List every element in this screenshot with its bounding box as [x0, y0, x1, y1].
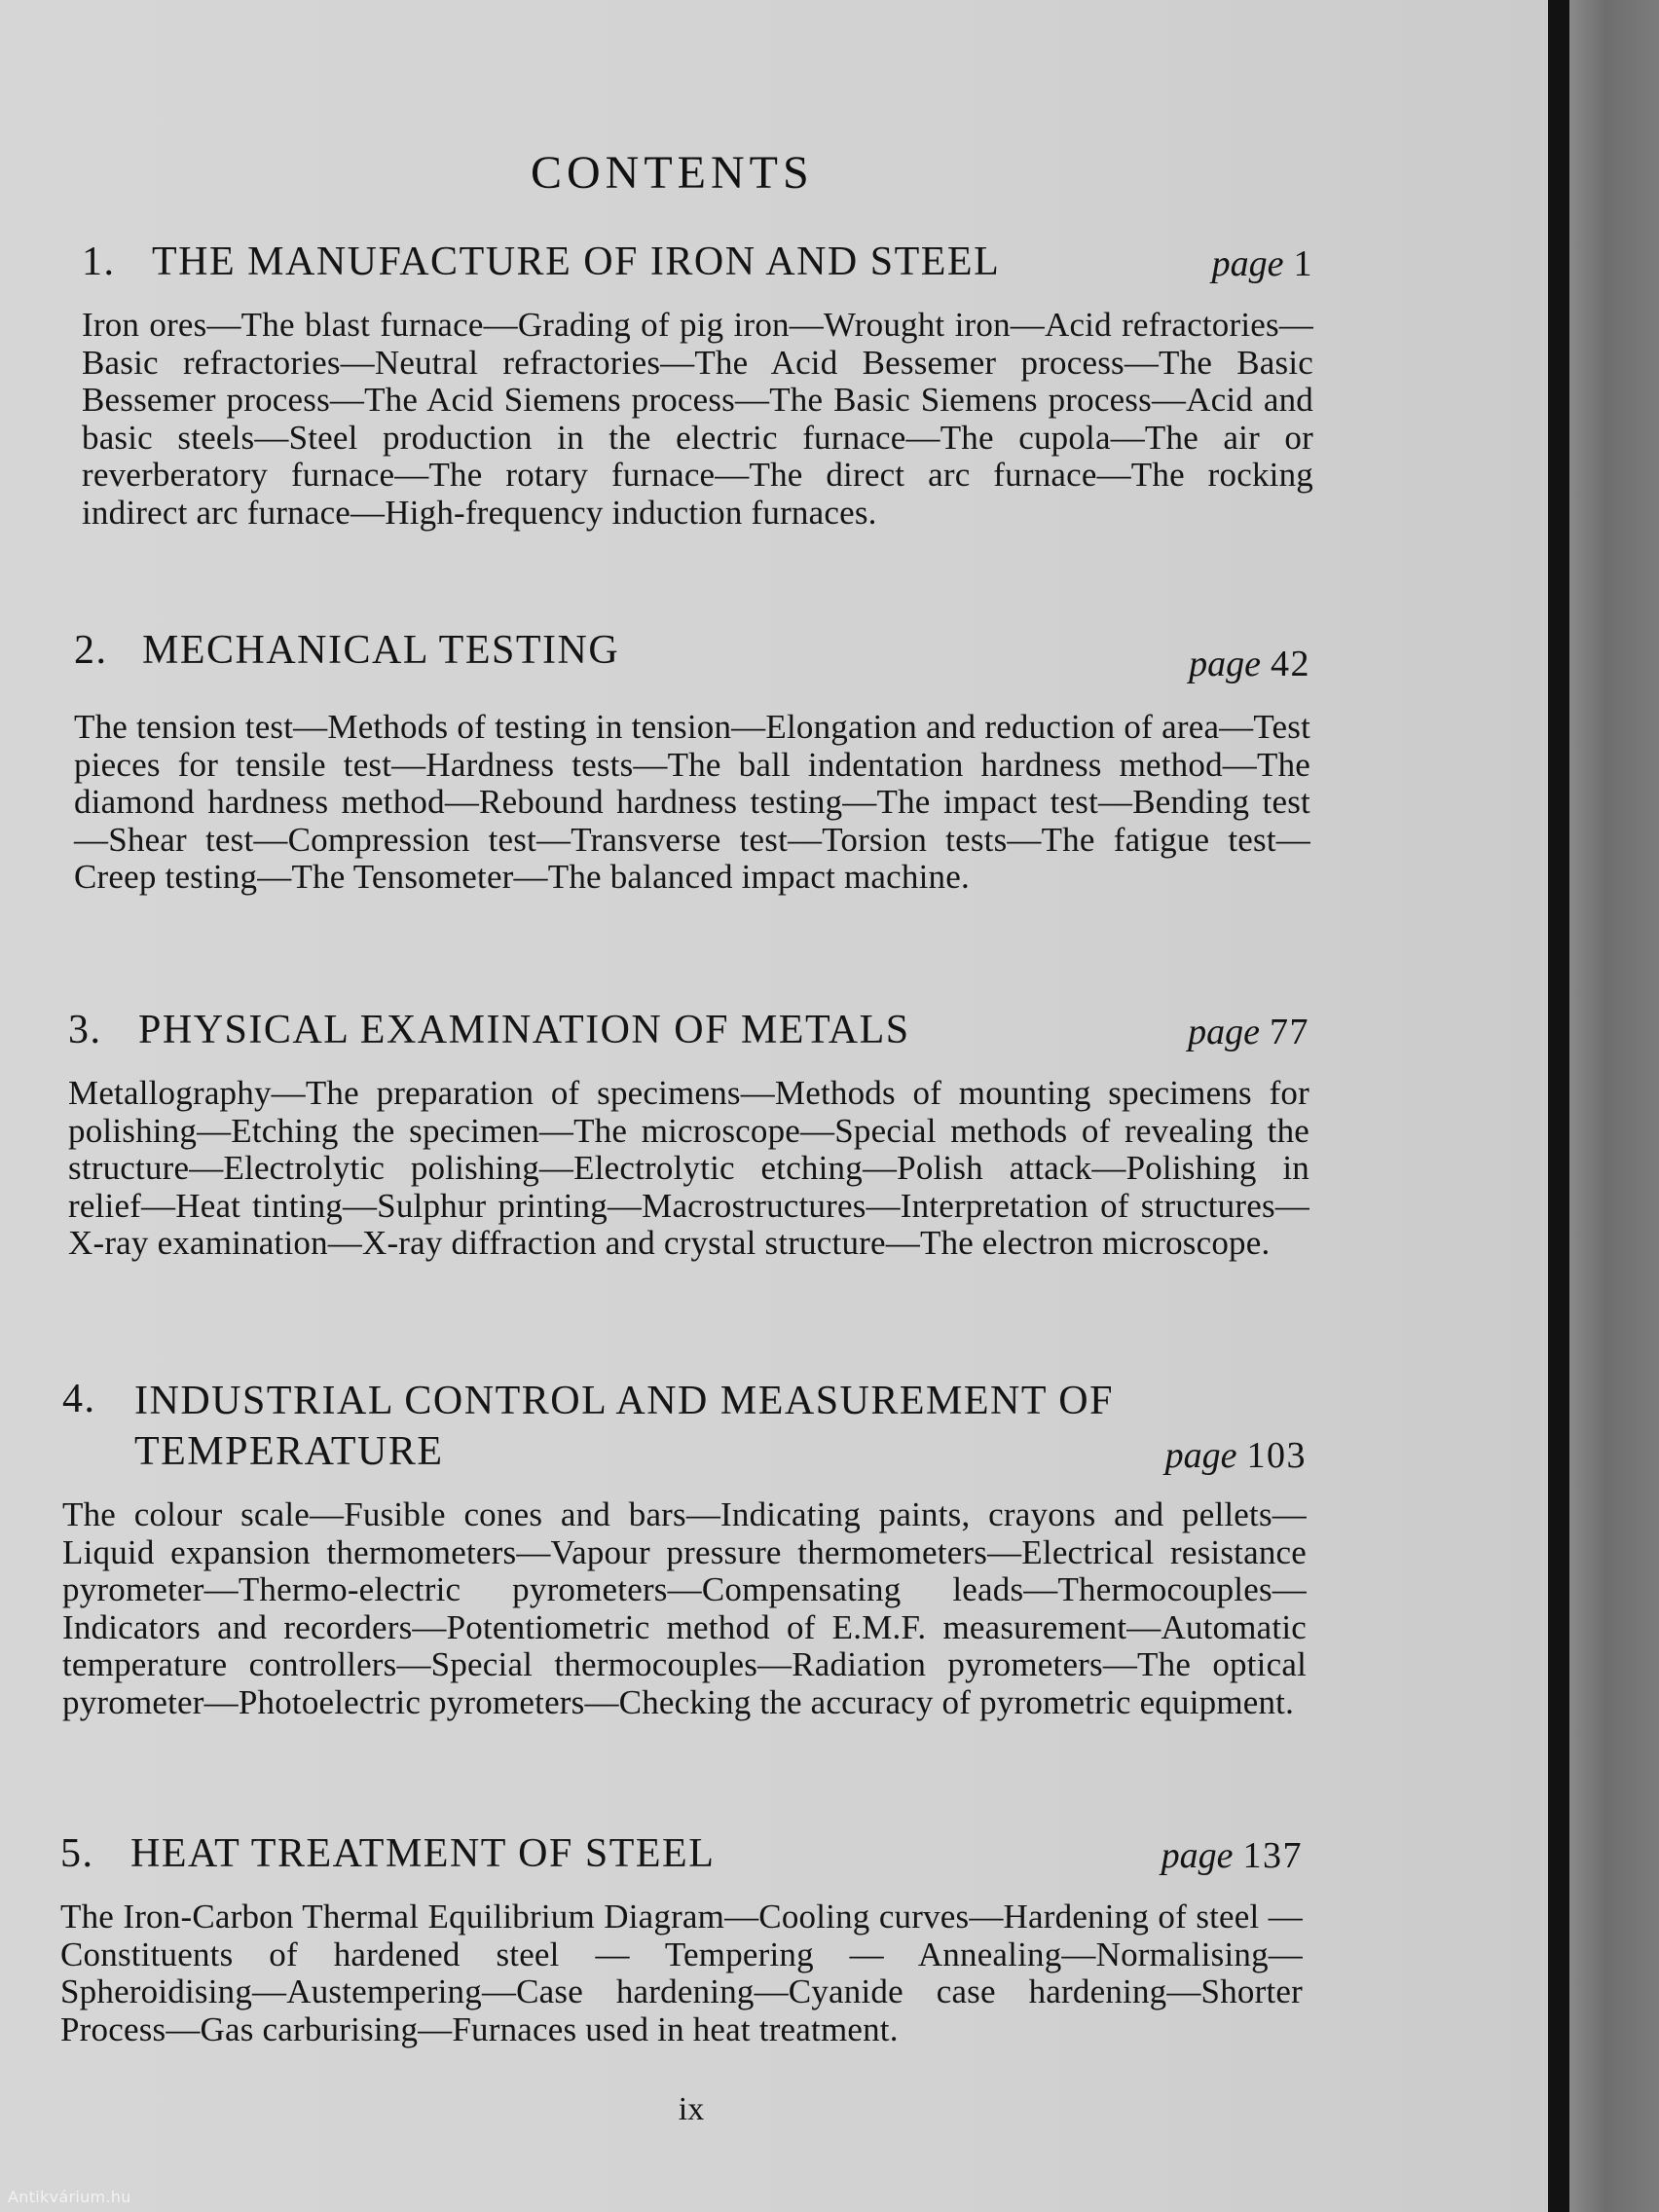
- chapter-title: INDUSTRIAL CONTROL AND MEASUREMENT OF TEMPERATURE: [134, 1379, 1114, 1474]
- chapter-summary: Metallography—The preparation of specimens—Methods of mounting specimens for polishing—Etching the specimen—The microscope—Special methods of revealing the structure—Electrolytic polishing—Electrolytic etching—Polish attack—Polishing in relief—Heat tinting—Sulphur printing—Macrostructures—Interpretation of structures—X-ray examination—X-ray diffraction and crystal structure—The electron microscope.: [68, 1074, 1309, 1262]
- page-title: CONTENTS: [531, 147, 814, 199]
- chapter-title: HEAT TREATMENT OF STEEL: [130, 1831, 716, 1876]
- page-number: 137: [1242, 1835, 1303, 1876]
- chapter-page-ref: [1189, 643, 1310, 685]
- chapter-entry: [68, 1007, 1309, 1263]
- chapter-page-ref: [1212, 242, 1313, 285]
- chapter-entry: [82, 239, 1313, 532]
- chapter-title: MECHANICAL TESTING: [142, 628, 620, 673]
- page-number: 103: [1246, 1435, 1307, 1476]
- chapter-entry: [62, 1376, 1307, 1721]
- chapter-heading: [62, 1376, 1307, 1483]
- book-spine-edge: [1548, 0, 1569, 2212]
- page-number: 77: [1270, 1012, 1309, 1052]
- page-label: page: [1189, 644, 1261, 684]
- chapter-number: 1.: [82, 240, 116, 284]
- chapter-page-ref: [1188, 1011, 1309, 1053]
- chapter-heading: [68, 1007, 1309, 1061]
- chapter-number: 5.: [60, 1831, 94, 1876]
- page-label: page: [1164, 1435, 1237, 1476]
- chapter-entry: [60, 1830, 1303, 2048]
- page-label: page: [1211, 243, 1284, 284]
- watermark: Antikvárium.hu: [8, 2188, 131, 2206]
- chapter-number: 4.: [62, 1377, 96, 1421]
- page-label: page: [1161, 1835, 1234, 1876]
- chapter-title: THE MANUFACTURE OF IRON AND STEEL: [152, 240, 1001, 284]
- page-folio: ix: [678, 2091, 705, 2127]
- page-number: 1: [1293, 243, 1313, 284]
- chapter-title: PHYSICAL EXAMINATION OF METALS: [138, 1008, 910, 1052]
- chapter-number: 3.: [68, 1008, 102, 1052]
- chapter-heading: [60, 1830, 1303, 1885]
- chapter-entry: [74, 627, 1310, 897]
- page-label: page: [1188, 1012, 1260, 1052]
- book-cover-board: [1569, 0, 1659, 2212]
- chapter-number: 2.: [74, 628, 108, 673]
- chapter-summary: The Iron-Carbon Thermal Equilibrium Diagram—Cooling curves—Hardening of steel — Constituents of hardened steel — Tempering — Annealing—Normalising—Spheroidising—Austempering—Case hardening—Cyanide case hardening—Shorter Process—Gas carburising—Furnaces used in heat treatment.: [60, 1898, 1303, 2048]
- page-number: 42: [1271, 644, 1310, 684]
- chapter-summary: The tension test—Methods of testing in tension—Elongation and reduction of area—Test pieces for tensile test—Hardness tests—The ball indentation hardness method—The diamond hardness method—Rebound hardness testing—The impact test—Bending test—Shear test—Compression test—Transverse test—Torsion tests—The fatigue test—Creep testing—The Tensometer—The balanced impact machine.: [74, 708, 1310, 896]
- chapter-page-ref: [1161, 1834, 1303, 1877]
- chapter-heading: [74, 627, 1310, 695]
- chapter-summary: Iron ores—The blast furnace—Grading of pig iron—Wrought iron—Acid refractories—Basic refractories—Neutral refractories—The Acid Bessemer process—The Basic Bessemer process—The Acid Siemens process—The Basic Siemens process—Acid and basic steels—Steel production in the electric furnace—The cupola—The air or reverberatory furnace—The rotary furnace—The direct arc furnace—The rocking indirect arc furnace—High-frequency induction furnaces.: [82, 306, 1313, 532]
- chapter-heading: [82, 239, 1313, 293]
- chapter-page-ref: [1165, 1434, 1307, 1477]
- chapter-summary: The colour scale—Fusible cones and bars—Indicating paints, crayons and pellets—Liquid expansion thermometers—Vapour pressure thermometers—Electrical resistance pyrometer—Thermo-electric pyrometers—Compensating leads—Thermocouples—Indicators and recorders—Potentiometric method of E.M.F. measurement—Automatic temperature controllers—Special thermocouples—Radiation pyrometers—The optical pyrometer—Photoelectric pyrometers—Checking the accuracy of pyrometric equipment.: [62, 1495, 1307, 1721]
